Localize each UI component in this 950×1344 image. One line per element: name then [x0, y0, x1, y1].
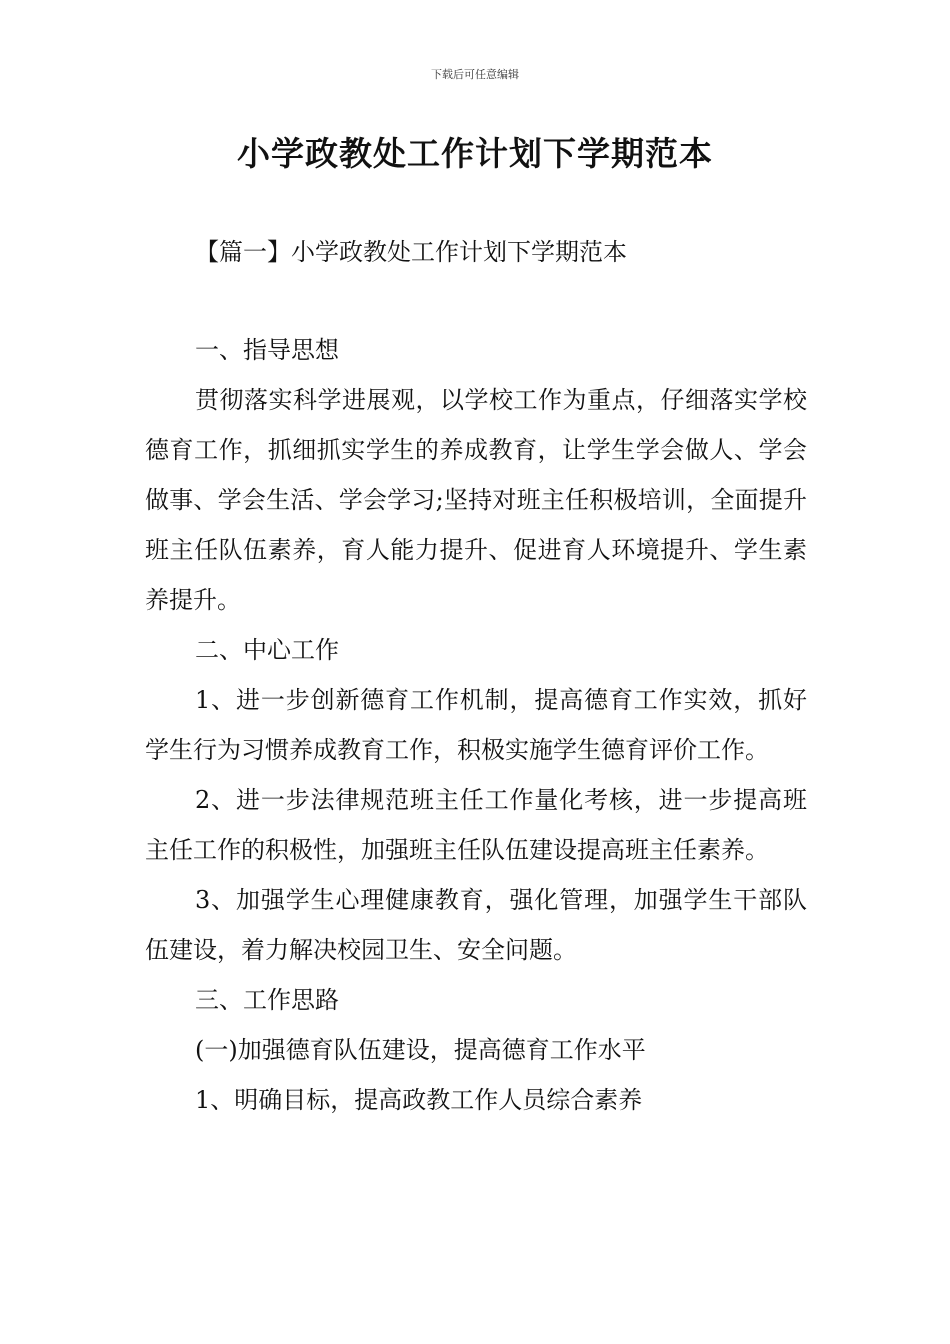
- heading-central-work: 二、中心工作: [195, 636, 339, 664]
- header-watermark: 下载后可任意编辑: [431, 68, 519, 81]
- heading-work-approach: 三、工作思路: [195, 986, 339, 1014]
- paragraph-central-work-2: 2、进一步法律规范班主任工作量化考核，进一步提高班主任工作的积极性，加强班主任队伍建设提高班主任素养。: [145, 786, 807, 864]
- paragraph-central-work-3: 3、加强学生心理健康教育，强化管理，加强学生干部队伍建设，着力解决校园卫生、安全问题。: [145, 886, 807, 964]
- document-title: 小学政教处工作计划下学期范本: [237, 134, 713, 173]
- section-heading: 【篇一】小学政教处工作计划下学期范本: [195, 238, 627, 266]
- paragraph-guiding-ideology: 贯彻落实科学进展观，以学校工作为重点，仔细落实学校德育工作，抓细抓实学生的养成教育，让学生学会做人、学会做事、学会生活、学会学习;坚持对班主任积极培训，全面提升班主任队伍素养，育人能力提升、促进育人环境提升、学生素养提升。: [145, 386, 807, 614]
- document-body: [145, 325, 807, 1125]
- paragraph-central-work-1: 1、进一步创新德育工作机制，提高德育工作实效，抓好学生行为习惯养成教育工作，积极实施学生德育评价工作。: [145, 686, 807, 764]
- subheading-team-building: (一)加强德育队伍建设，提高德育工作水平: [195, 1036, 646, 1064]
- heading-guiding-ideology: 一、指导思想: [195, 336, 339, 364]
- paragraph-clear-goals: 1、明确目标，提高政教工作人员综合素养: [195, 1086, 643, 1114]
